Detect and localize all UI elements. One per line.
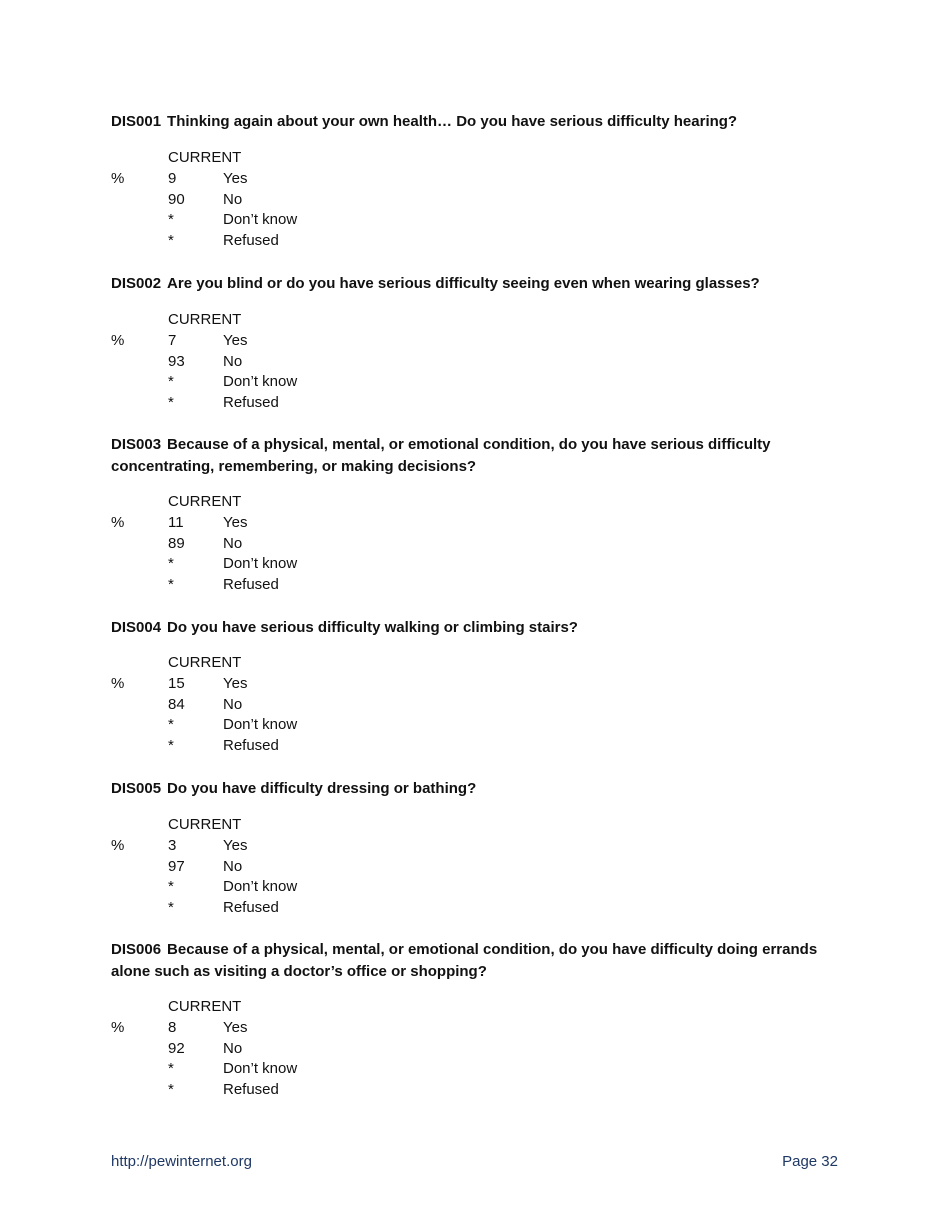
response-label: Don’t know: [223, 878, 298, 896]
response-label: Yes: [223, 836, 248, 854]
column-header: CURRENT: [168, 654, 242, 671]
response-value: 9: [168, 169, 177, 187]
response-label: Refused: [223, 737, 279, 755]
column-header: CURRENT: [168, 998, 242, 1015]
question-text: [111, 778, 831, 800]
question-text: [111, 111, 831, 133]
response-label: Yes: [223, 331, 248, 349]
response-label: Refused: [223, 394, 279, 412]
response-value: *: [168, 555, 174, 573]
response-value: 93: [168, 352, 185, 370]
response-row: [111, 190, 511, 211]
response-value: *: [168, 1060, 174, 1078]
response-row: [111, 393, 511, 414]
question-id: DIS003: [111, 436, 162, 453]
response-label: Refused: [223, 899, 279, 917]
response-row: [111, 372, 511, 393]
percent-symbol: %: [111, 331, 125, 349]
response-value: 15: [168, 674, 185, 692]
response-table: [111, 653, 511, 757]
response-row: [111, 1018, 511, 1039]
response-value: 11: [168, 513, 184, 531]
response-row: [111, 575, 511, 596]
question-text: [111, 617, 831, 639]
response-value: 90: [168, 190, 185, 208]
response-label: Don’t know: [223, 211, 298, 229]
response-label: Yes: [223, 513, 248, 531]
response-label: Refused: [223, 576, 279, 594]
response-value: *: [168, 373, 174, 391]
response-label: Don’t know: [223, 716, 298, 734]
response-value: 3: [168, 836, 177, 854]
question-body: Because of a physical, mental, or emotional condition, do you have difficulty doing errands alone such as visiting a doctor’s office or shopping?: [111, 941, 818, 980]
response-label: Don’t know: [223, 373, 298, 391]
response-table: [111, 310, 511, 414]
response-row: [111, 513, 511, 534]
response-row: [111, 554, 511, 575]
response-label: Yes: [223, 169, 248, 187]
question-body: Do you have serious difficulty walking or climbing stairs?: [167, 619, 578, 636]
response-label: Refused: [223, 1081, 279, 1099]
question-text: [111, 434, 831, 478]
percent-symbol: %: [111, 1018, 125, 1036]
response-value: 97: [168, 857, 185, 875]
response-value: *: [168, 878, 174, 896]
response-row: [111, 857, 511, 878]
response-value: 7: [168, 331, 177, 349]
page-number: Page 32: [782, 1153, 838, 1170]
response-label: No: [223, 695, 243, 713]
percent-symbol: %: [111, 513, 125, 531]
response-row: [111, 331, 511, 352]
response-row: [111, 1039, 511, 1060]
response-value: *: [168, 899, 174, 917]
response-row: [111, 715, 511, 736]
response-row: [111, 352, 511, 373]
percent-symbol: %: [111, 169, 125, 187]
response-row: [111, 534, 511, 555]
column-header: CURRENT: [168, 816, 242, 833]
question-body: Because of a physical, mental, or emotional condition, do you have serious difficulty concentrating, remembering, or making decisions?: [111, 436, 771, 475]
footer-url[interactable]: http://pewinternet.org: [111, 1153, 252, 1170]
response-table: [111, 148, 511, 252]
response-label: Don’t know: [223, 555, 298, 573]
response-label: No: [223, 190, 243, 208]
percent-symbol: %: [111, 836, 125, 854]
question-body: Thinking again about your own health… Do you have serious difficulty hearing?: [167, 113, 738, 130]
column-header: CURRENT: [168, 149, 242, 166]
response-value: 84: [168, 695, 185, 713]
response-value: *: [168, 211, 174, 229]
response-label: No: [223, 352, 243, 370]
question-body: Do you have difficulty dressing or bathing?: [167, 780, 477, 797]
percent-symbol: %: [111, 674, 125, 692]
response-table: [111, 997, 511, 1101]
response-row: [111, 1080, 511, 1101]
response-value: 89: [168, 534, 185, 552]
response-label: No: [223, 1039, 243, 1057]
response-table: [111, 492, 511, 596]
question-id: DIS001: [111, 113, 162, 130]
response-label: No: [223, 857, 243, 875]
response-label: Refused: [223, 232, 279, 250]
response-value: *: [168, 716, 174, 734]
question-id: DIS004: [111, 619, 162, 636]
question-id: DIS002: [111, 275, 162, 292]
response-row: [111, 674, 511, 695]
question-text: [111, 273, 831, 295]
response-value: 8: [168, 1018, 177, 1036]
response-row: [111, 736, 511, 757]
response-value: 92: [168, 1039, 185, 1057]
response-value: *: [168, 576, 174, 594]
response-row: [111, 877, 511, 898]
question-id: DIS005: [111, 780, 162, 797]
question-id: DIS006: [111, 941, 162, 958]
response-value: *: [168, 1081, 174, 1099]
response-label: Don’t know: [223, 1060, 298, 1078]
column-header: CURRENT: [168, 311, 242, 328]
response-value: *: [168, 232, 174, 250]
response-row: [111, 210, 511, 231]
response-row: [111, 231, 511, 252]
question-text: [111, 939, 831, 983]
response-value: *: [168, 394, 174, 412]
response-row: [111, 1059, 511, 1080]
response-row: [111, 898, 511, 919]
response-row: [111, 836, 511, 857]
column-header: CURRENT: [168, 493, 242, 510]
response-label: Yes: [223, 674, 248, 692]
response-label: No: [223, 534, 243, 552]
question-body: Are you blind or do you have serious difficulty seeing even when wearing glasses?: [167, 275, 760, 292]
response-row: [111, 695, 511, 716]
response-table: [111, 815, 511, 919]
response-row: [111, 169, 511, 190]
response-value: *: [168, 737, 174, 755]
response-label: Yes: [223, 1018, 248, 1036]
